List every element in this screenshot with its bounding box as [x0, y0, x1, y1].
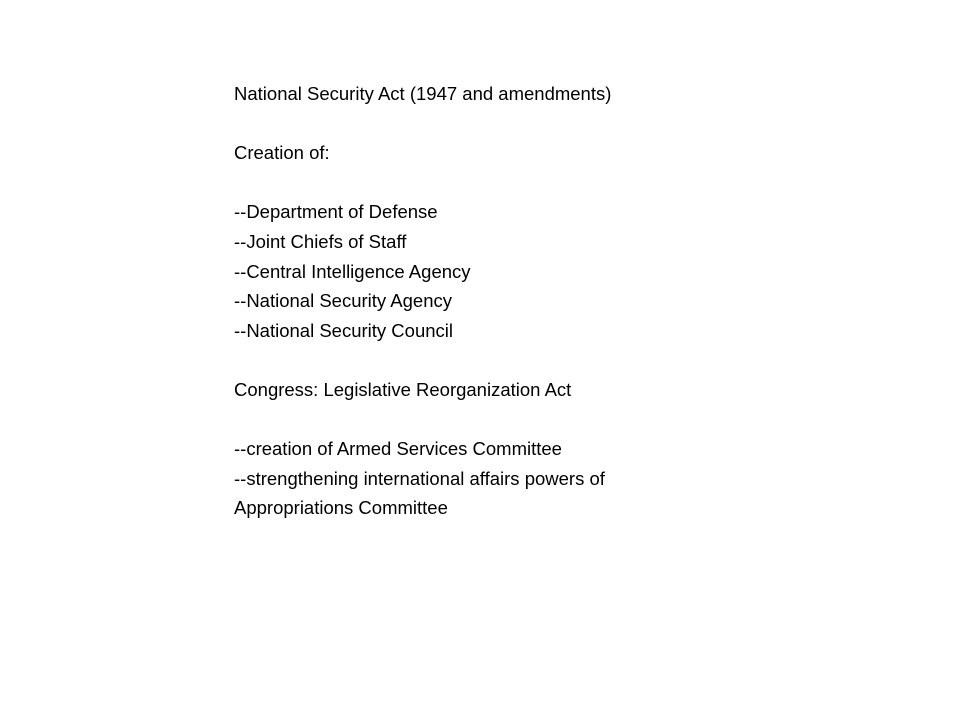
spacer — [234, 109, 754, 139]
creation-item-nsa: --National Security Agency — [234, 290, 452, 312]
congress-item-armed-services: --creation of Armed Services Committee — [234, 438, 562, 460]
spacer — [234, 168, 754, 198]
creation-heading: Creation of: — [234, 142, 330, 164]
congress-item-appropriations-committee: Appropriations Committee — [234, 497, 448, 519]
spacer — [234, 405, 754, 435]
creation-item-cia: --Central Intelligence Agency — [234, 260, 471, 282]
spacer — [234, 345, 754, 375]
creation-item-joint-chiefs: --Joint Chiefs of Staff — [234, 230, 407, 252]
congress-item-appropriations-powers: --strengthening international affairs powers of — [234, 467, 605, 489]
slide-title: National Security Act (1947 and amendments) — [234, 83, 612, 104]
creation-item-defense: --Department of Defense — [234, 201, 438, 223]
creation-item-nsc: --National Security Council — [234, 319, 454, 341]
congress-heading: Congress: Legislative Reorganization Act — [234, 378, 572, 400]
slide-text-block — [234, 79, 754, 523]
